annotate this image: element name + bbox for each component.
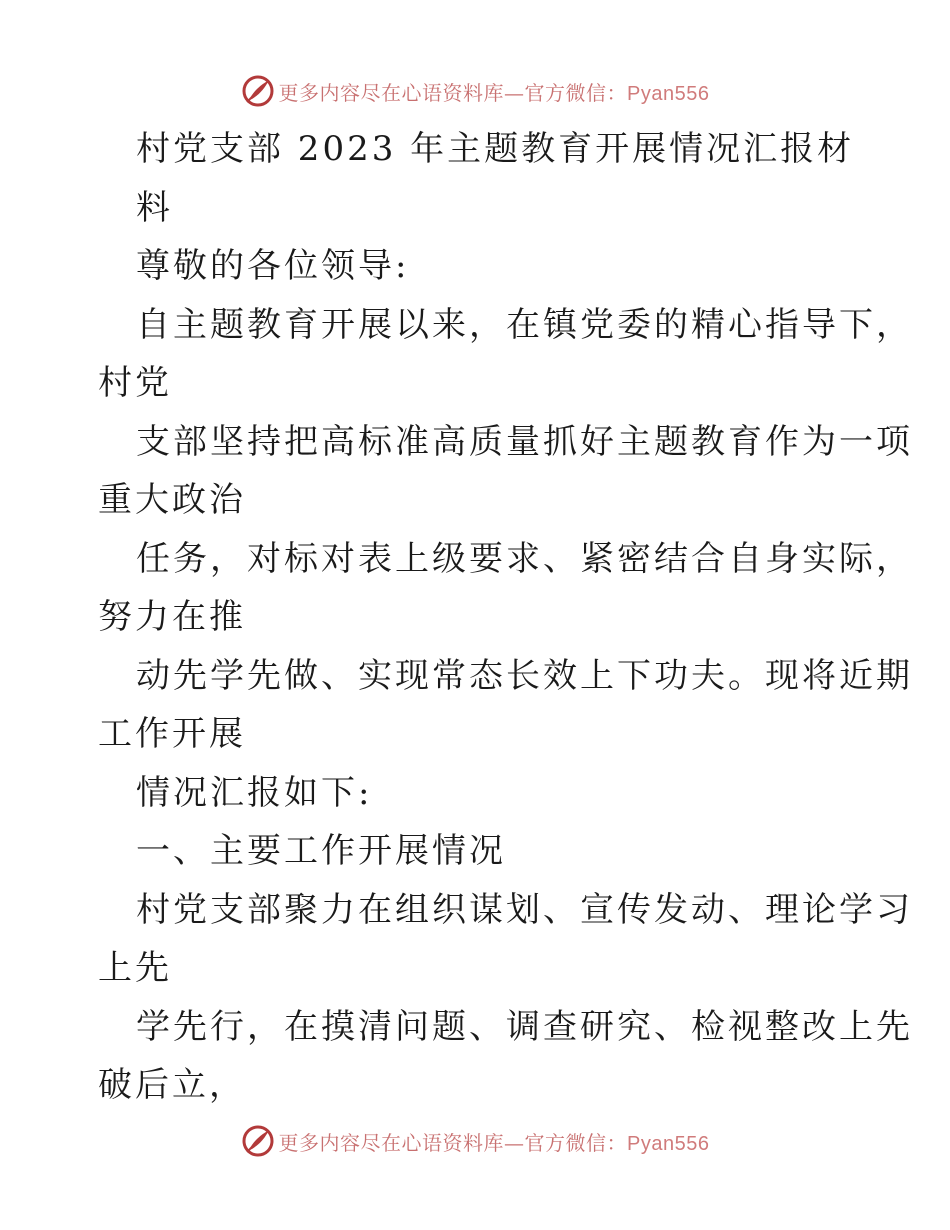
watermark-banner-bottom <box>0 1121 950 1161</box>
document-line: 努力在推 <box>98 597 246 637</box>
document-line: 破后立， <box>98 1065 246 1105</box>
watermark-text: 更多内容尽在心语资料库—官方微信：Pyan556 <box>278 1130 710 1155</box>
document-line: 一、主要工作开展情况 <box>136 831 506 871</box>
document-line: 动先学先做、实现常态长效上下功夫。现将近期 <box>136 655 913 696</box>
feather-pen-circle-icon <box>241 1124 275 1158</box>
document-line: 自主题教育开展以来，在镇党委的精心指导下， <box>136 304 913 345</box>
document-line: 重大政治 <box>98 480 246 520</box>
watermark-text: 更多内容尽在心语资料库—官方微信：Pyan556 <box>278 80 710 105</box>
document-line: 村党 <box>98 363 172 403</box>
document-line: 尊敬的各位领导: <box>136 246 410 286</box>
document-line: 情况汇报如下: <box>136 772 373 813</box>
document-line: 上先 <box>98 948 172 988</box>
document-line: 村党支部聚力在组织谋划、宣传发动、理论学习 <box>136 889 913 930</box>
document-line: 工作开展 <box>98 714 246 754</box>
document-line: 村党支部 2023 年主题教育开展情况汇报材 <box>136 129 855 169</box>
document-line: 料 <box>136 187 173 228</box>
document-body <box>98 120 913 1115</box>
document-line: 支部坚持把高标准高质量抓好主题教育作为一项 <box>136 421 913 462</box>
watermark-banner-top <box>0 71 950 111</box>
document-line: 任务，对标对表上级要求、紧密结合自身实际， <box>136 538 913 579</box>
feather-pen-circle-icon <box>241 74 275 108</box>
document-line: 学先行，在摸清问题、调查研究、检视整改上先 <box>136 1006 913 1047</box>
